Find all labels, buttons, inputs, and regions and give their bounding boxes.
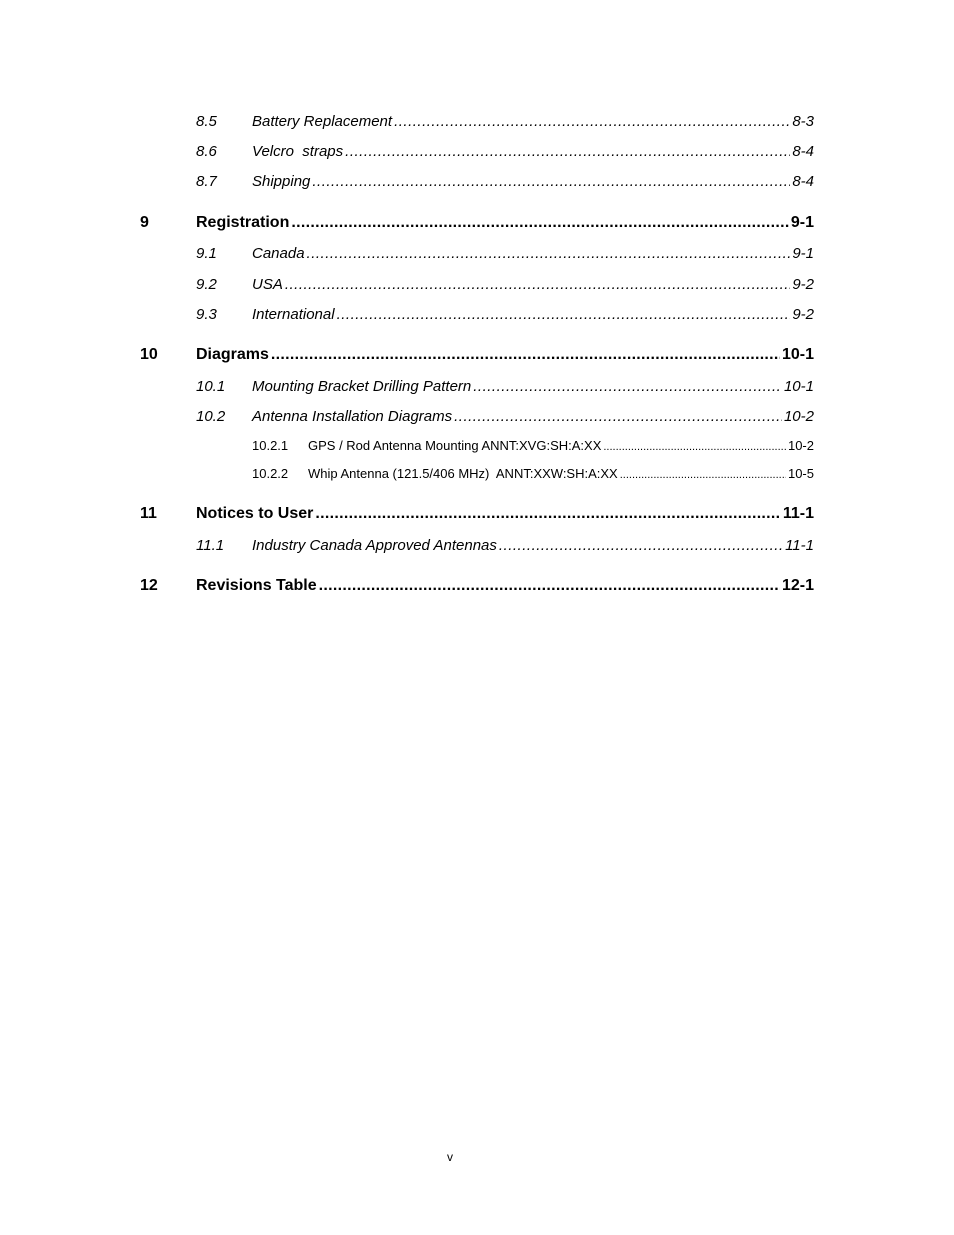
toc-leader [319, 577, 780, 595]
toc-entry-number: 12 [140, 577, 158, 594]
toc-entry-title: Battery Replacement [252, 113, 393, 130]
toc-entry-title: USA [252, 276, 283, 293]
toc-entry-number: 8.5 [196, 113, 217, 130]
toc-entry-number: 9 [140, 214, 149, 231]
toc-entry-page: 11-1 [785, 537, 814, 554]
toc-leader [307, 245, 791, 262]
toc-entry-title: Revisions Table [196, 577, 317, 594]
toc-leader [454, 408, 782, 425]
toc-entry-title: GPS / Rod Antenna Mounting ANNT:XVG:SH:A:XX [308, 438, 602, 453]
toc-entry-page: 8-4 [792, 143, 814, 160]
toc-entry-number: 10.1 [196, 378, 226, 395]
toc-entry-page: 12-1 [781, 577, 814, 594]
toc-entry-10-2[interactable] [140, 408, 814, 425]
toc-entry-page: 10-2 [787, 438, 814, 453]
toc-entry-title: Registration [196, 214, 290, 231]
toc-entry-number: 10 [140, 346, 158, 363]
toc-entry-number: 10.2.1 [252, 438, 289, 453]
toc-entry-9-1[interactable] [140, 245, 814, 262]
toc-entry-8-6[interactable] [140, 143, 814, 160]
toc-entry-page: 11-1 [782, 505, 814, 522]
toc-leader [312, 173, 790, 190]
toc-entry-page: 10-2 [783, 408, 814, 425]
page-footer-number: v [447, 1150, 453, 1164]
toc-entry-11[interactable] [140, 505, 814, 523]
toc-leader [285, 276, 790, 293]
toc-entry-10-2-2[interactable] [140, 466, 814, 481]
toc-entry-9-2[interactable] [140, 276, 814, 293]
toc-entry-page: 8-4 [792, 173, 814, 190]
toc-entry-page: 9-2 [792, 306, 814, 323]
toc-entry-number: 11.1 [196, 537, 225, 554]
toc-entry-number: 9.2 [196, 276, 217, 293]
toc-entry-page: 9-1 [792, 245, 814, 262]
toc-entry-title: Mounting Bracket Drilling Pattern [252, 378, 472, 395]
toc-entry-title: Industry Canada Approved Antennas [252, 537, 497, 554]
toc-entry-10-1[interactable] [140, 378, 814, 395]
toc-leader [620, 466, 786, 481]
toc-leader [337, 306, 791, 323]
toc-entry-number: 9.1 [196, 245, 217, 262]
toc-entry-number: 11 [140, 505, 157, 522]
toc-entry-number: 10.2 [196, 408, 226, 425]
toc-leader [345, 143, 790, 160]
toc-leader [499, 537, 783, 554]
toc-entry-8-7[interactable] [140, 173, 814, 190]
toc-entry-9[interactable] [140, 214, 814, 232]
toc-entry-10[interactable] [140, 346, 814, 364]
toc-entry-8-5[interactable] [140, 113, 814, 130]
toc-entry-title: Antenna Installation Diagrams [252, 408, 453, 425]
toc-entry-number: 9.3 [196, 306, 217, 323]
toc-entry-number: 10.2.2 [252, 466, 289, 481]
toc-entry-number: 8.7 [196, 173, 217, 190]
toc-entry-title: Whip Antenna (121.5/406 MHz) ANNT:XXW:SH:A:XX [308, 466, 618, 481]
toc-entry-9-3[interactable] [140, 306, 814, 323]
toc-entry-page: 10-1 [783, 378, 814, 395]
toc-entry-title: Shipping [252, 173, 311, 190]
toc-leader [473, 378, 782, 395]
toc-entry-title: Canada [252, 245, 305, 262]
toc-leader [603, 438, 786, 453]
toc-entry-11-1[interactable] [140, 537, 814, 554]
toc-entry-title: Diagrams [196, 346, 269, 363]
toc-entry-title: International [252, 306, 335, 323]
toc-entry-page: 8-3 [792, 113, 814, 130]
toc-entry-title: Velcro straps [252, 143, 344, 160]
toc-entry-number: 8.6 [196, 143, 217, 160]
toc-entry-title: Notices to User [196, 505, 314, 522]
toc-leader [271, 346, 780, 364]
toc-entry-12[interactable] [140, 577, 814, 595]
toc-entry-10-2-1[interactable] [140, 438, 814, 453]
toc-entry-page: 10-1 [781, 346, 814, 363]
toc-entry-page: 10-5 [787, 466, 814, 481]
toc-entry-page: 9-2 [792, 276, 814, 293]
toc-entry-page: 9-1 [790, 214, 814, 231]
toc-leader [291, 214, 789, 232]
toc-leader [394, 113, 790, 130]
toc-leader [315, 505, 780, 523]
